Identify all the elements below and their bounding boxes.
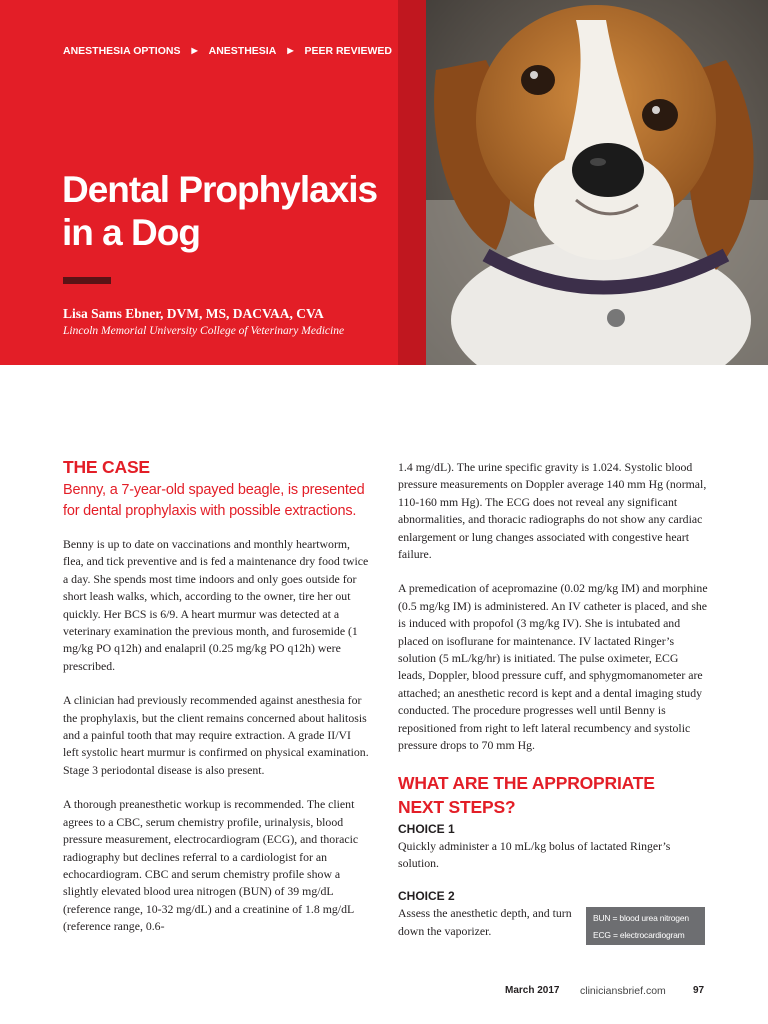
case-paragraph: Benny is up to date on vaccinations and monthly heartworm, flea, and tick preventive and is fed a maintenance dry food twice a day. She spends most time indoors and only goes outside for short leash walks, which, according to the owner, tire her out quickly. Her BCS is 6/9. A heart murmur was detected at a veterinary examination the previous month, and furosemide (1 mg/kg PO q12h) and enalapril (0.25 mg/kg PO q12h) were prescribed.: [63, 537, 369, 673]
breadcrumb-item[interactable]: ANESTHESIA OPTIONS: [63, 45, 181, 57]
breadcrumb-item[interactable]: ANESTHESIA: [208, 45, 277, 57]
title-rule: [63, 277, 111, 284]
case-heading: THE CASE: [63, 457, 150, 477]
choice-2-text: Assess the anesthetic depth, and turn down the vaporizer.: [398, 906, 572, 938]
article-title-line-1: Dental Prophylaxis: [62, 169, 378, 210]
breadcrumb-arrow-icon: ▶: [287, 46, 294, 55]
breadcrumb: [63, 44, 392, 58]
abbreviation-item: ECG = electrocardiogram: [593, 930, 685, 940]
case-paragraph: A premedication of acepromazine (0.02 mg/kg IM) and morphine (0.5 mg/kg IM) is administered. An IV catheter is placed, and she is induced with propofol (3 mg/kg IV). She is intubated and placed on isoflurane for maintenance. IV lactated Ringer’s solution (5 mL/kg/hr) is initiated. The pulse oximeter, ECG leads, Doppler, blood pressure cuff, and sphygmomanometer are attached; an anesthetic record is kept and a dental imaging study conducted. The procedure progresses well until Benny is repositioned from right to left lateral recumbency and systolic pressure drops to 70 mm Hg.: [398, 581, 708, 753]
case-paragraph: A clinician had previously recommended against anesthesia for the prophylaxis, but the client remains concerned about halitosis and a painful tooth that may require extraction. A grade II/VI left systolic heart murmur is confirmed on physical examination. Stage 3 periodontal disease is also present.: [63, 693, 369, 777]
beagle-photo: [426, 0, 768, 365]
left-column: [63, 455, 369, 936]
next-steps-heading: WHAT ARE THE APPROPRIATE NEXT STEPS?: [398, 772, 655, 817]
case-lede: Benny, a 7-year-old spayed beagle, is presented for dental prophylaxis with possible extractions.: [63, 482, 365, 519]
choice-1-label: CHOICE 1: [398, 821, 455, 836]
footer-site-link[interactable]: cliniciansbrief.com: [580, 985, 666, 997]
right-column: [398, 459, 708, 940]
case-paragraph: A thorough preanesthetic workup is recommended. The client agrees to a CBC, serum chemistry profile, urinalysis, blood pressure measurement, electrocardiogram (ECG), and thoracic radiography but declines referral to a cardiologist for an echocardiogram. CBC and serum chemistry profile show a slightly elevated blood urea nitrogen (BUN) of 39 mg/dL (reference range, 10-32 mg/dL) and a creatinine of 1.8 mg/dL (reference range, 0.6-: [63, 797, 359, 934]
breadcrumb-arrow-icon: ▶: [191, 46, 198, 55]
abbreviations-box: [586, 907, 705, 945]
case-paragraph: 1.4 mg/dL). The urine specific gravity is 1.024. Systolic blood pressure measurements on Doppler average 140 mm Hg (normal, 110-160 mm Hg). The ECG does not reveal any significant abnormalities, and thoracic radiographs do not show any cardiac enlargement or lung changes associated with congestive heart failure.: [398, 460, 707, 562]
choice-1-text: Quickly administer a 10 mL/kg bolus of lactated Ringer’s solution.: [398, 838, 671, 870]
footer-date: March 2017: [505, 985, 560, 996]
article-title: [62, 168, 392, 254]
breadcrumb-item[interactable]: PEER REVIEWED: [304, 45, 392, 57]
abbreviation-item: BUN = blood urea nitrogen: [593, 913, 689, 923]
page-footer: [0, 985, 768, 999]
article-title-line-2: in a Dog: [62, 212, 200, 253]
page-number: 97: [693, 985, 705, 996]
author-name: Lisa Sams Ebner, DVM, MS, DACVAA, CVA: [63, 306, 324, 321]
choice-2-label: CHOICE 2: [398, 889, 455, 904]
author-affiliation: Lincoln Memorial University College of Veterinary Medicine: [63, 325, 345, 337]
header-accent-strip: [398, 0, 426, 365]
